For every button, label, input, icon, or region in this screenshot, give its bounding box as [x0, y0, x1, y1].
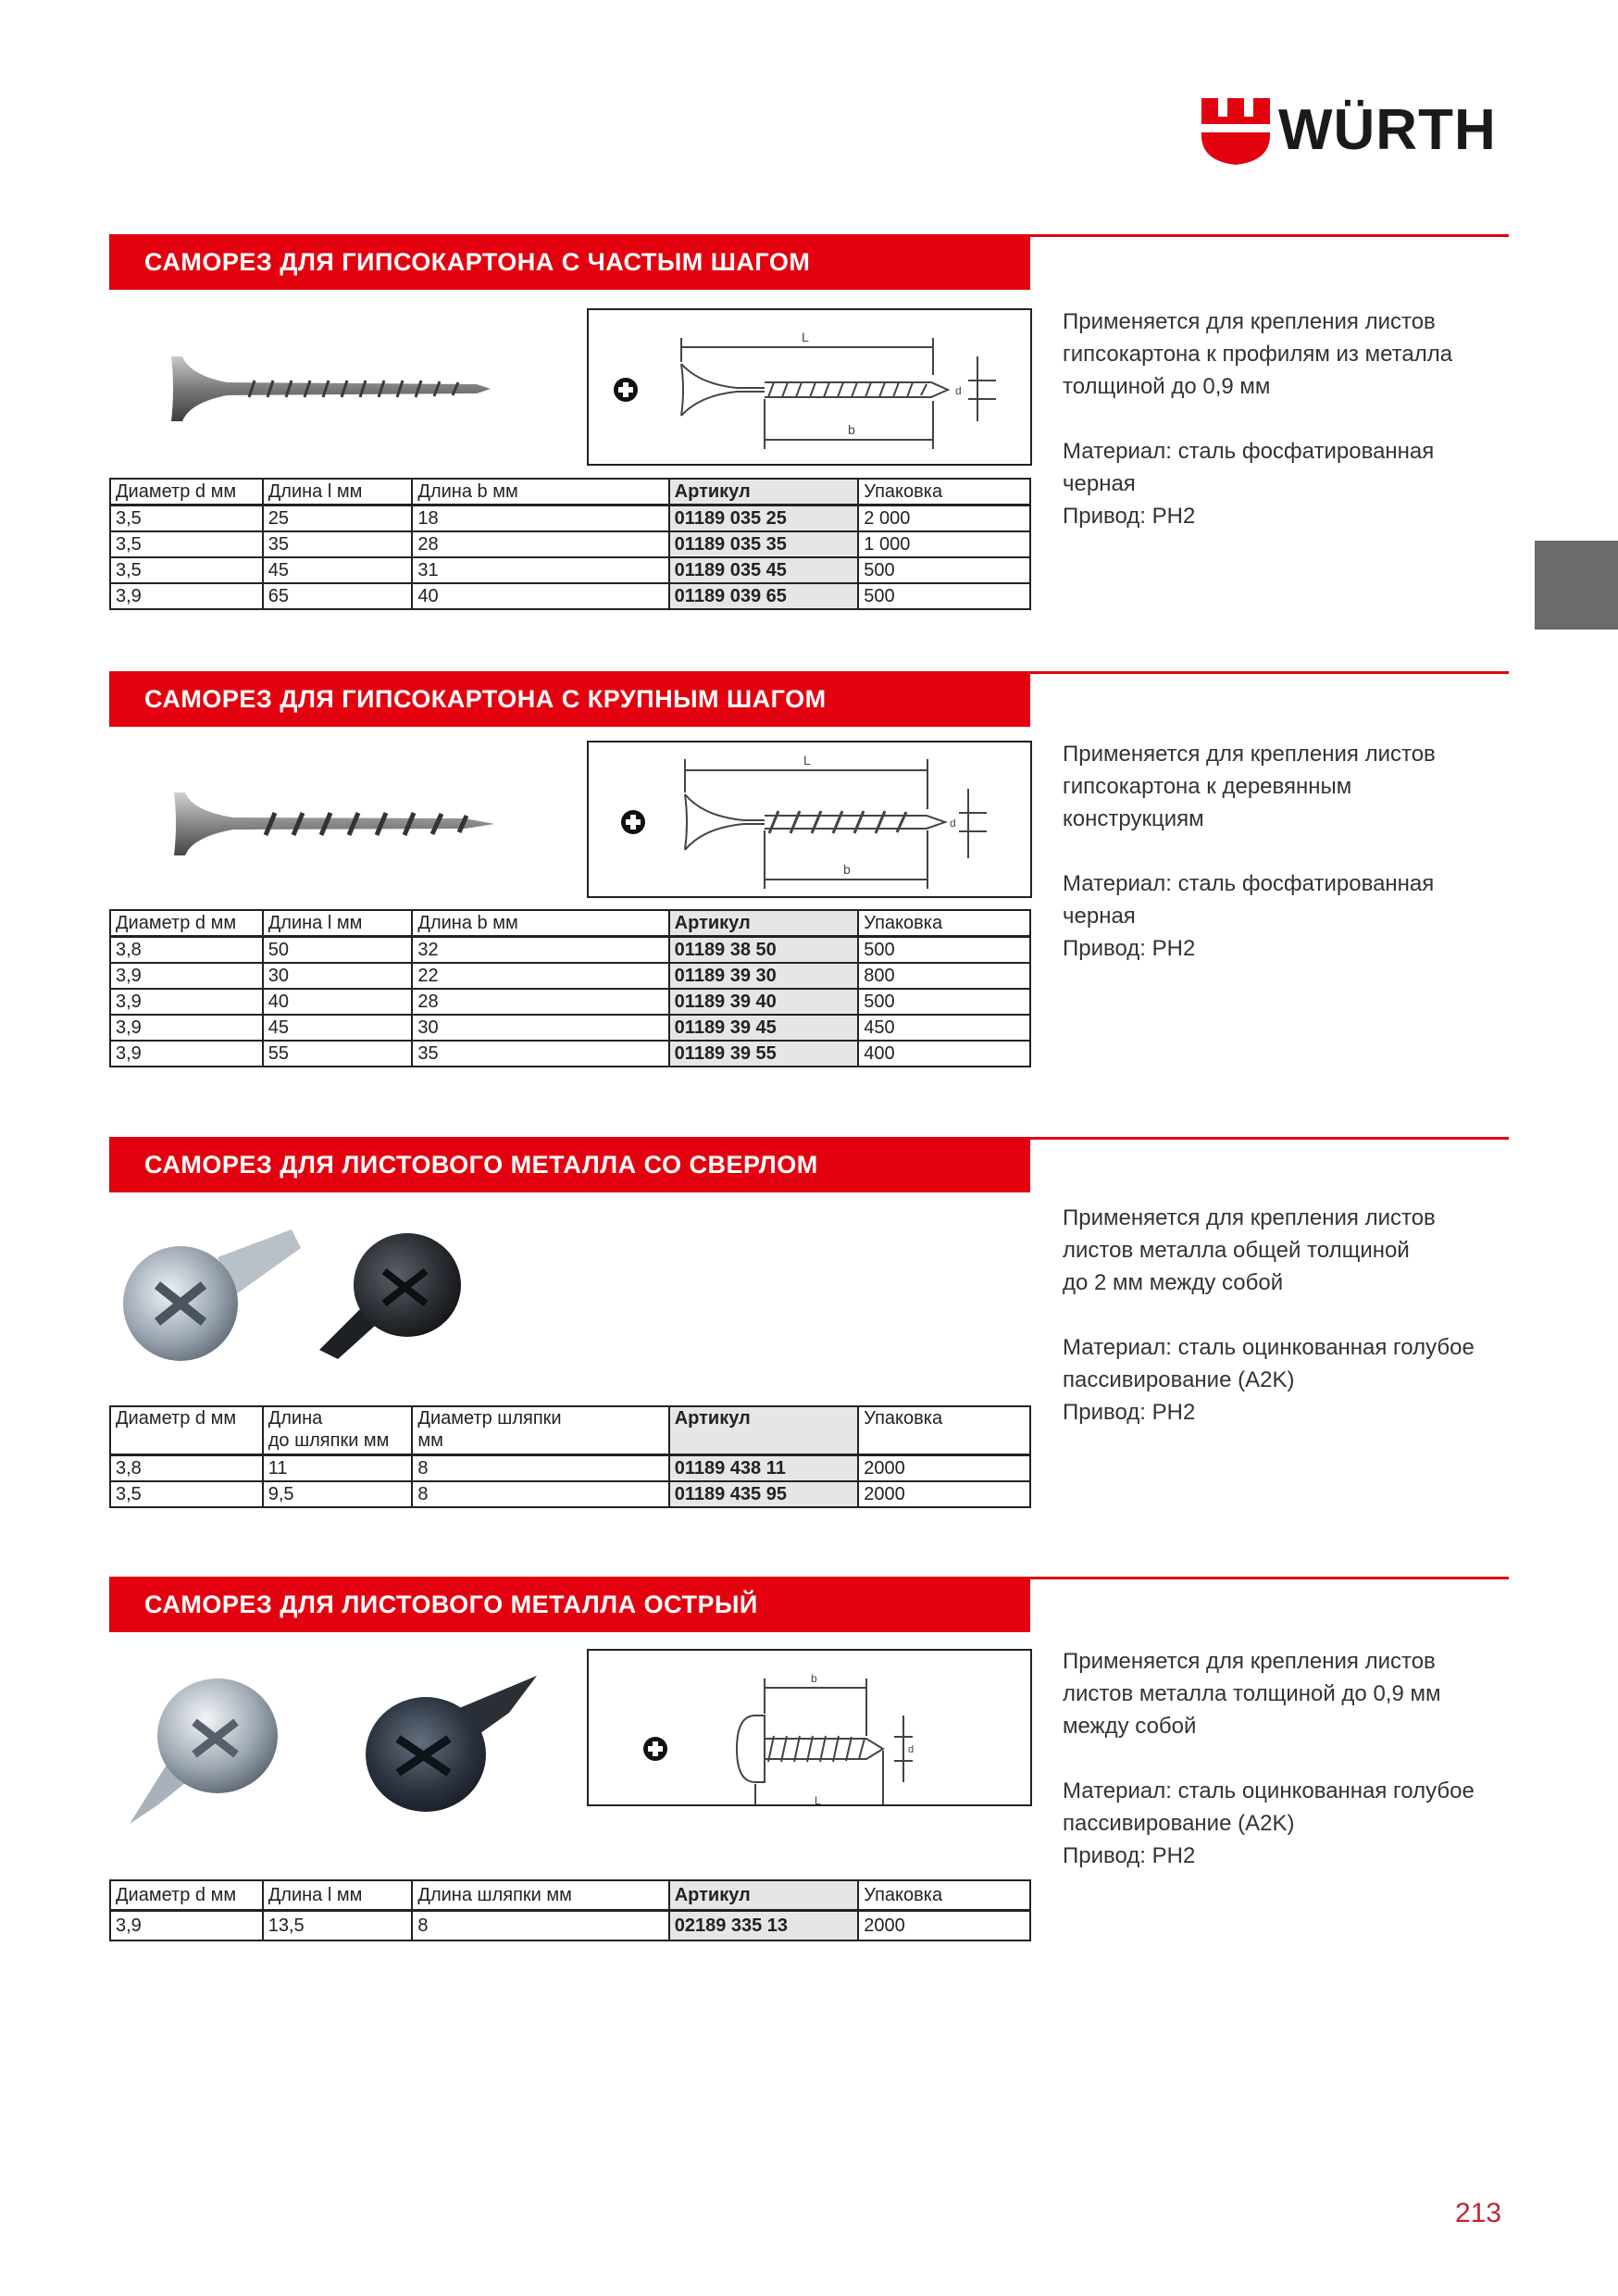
cell-length: 35	[263, 531, 413, 557]
cell-length: 25	[263, 505, 413, 532]
cell-length: 50	[263, 937, 413, 964]
cell-package: 400	[858, 1041, 1030, 1067]
material-text: Материал: сталь оцинкованная голубое пассивирование (A2K) Привод: PH2	[1063, 1778, 1475, 1868]
section-header-bar	[109, 671, 1030, 727]
drawing-label-l: L	[803, 753, 811, 767]
usage-text: Применяется для крепления листов листов металла толщиной до 0,9 мм между собой	[1063, 1649, 1441, 1739]
usage-text: Применяется для крепления листов гипсокартона к деревянным конструкциям	[1063, 742, 1436, 831]
section-title: САМОРЕЗ ДЛЯ ГИПСОКАРТОНА С КРУПНЫМ ШАГОМ	[144, 685, 827, 713]
cell-package: 500	[858, 989, 1030, 1015]
cell-length: 40	[263, 989, 413, 1015]
technical-drawing-sheet-metal-sharp	[587, 1649, 1032, 1806]
table-row	[110, 531, 1030, 557]
screw-photo-sheet-metal-sharp	[120, 1666, 555, 1833]
table-header-row	[110, 910, 1030, 937]
cell-article: 01189 035 35	[669, 531, 859, 557]
cell-length: 11	[263, 1455, 413, 1482]
table-header-row	[110, 1406, 1030, 1455]
table-row	[110, 989, 1030, 1015]
cell-article: 01189 38 50	[669, 937, 859, 964]
table-row	[110, 1481, 1030, 1507]
wurth-logo-mark	[1200, 96, 1272, 167]
section-title: САМОРЕЗ ДЛЯ ЛИСТОВОГО МЕТАЛЛА СО СВЕРЛОМ	[144, 1151, 818, 1179]
cell-length: 45	[263, 557, 413, 583]
column-header: Упаковка	[858, 1406, 1030, 1455]
cell-length-b: 35	[412, 1041, 668, 1067]
cell-length: 13,5	[263, 1911, 413, 1941]
cell-length: 55	[263, 1041, 413, 1067]
cell-length-b: 30	[412, 1015, 668, 1041]
cell-package: 2000	[858, 1911, 1030, 1941]
column-header-article: Артикул	[669, 1406, 859, 1455]
cell-length: 30	[263, 963, 413, 989]
cell-article: 01189 438 11	[669, 1455, 859, 1482]
table-row	[110, 505, 1030, 532]
drawing-label-d: d	[955, 384, 962, 397]
cell-article: 01189 39 40	[669, 989, 859, 1015]
column-header: Диаметр шляпки мм	[412, 1406, 668, 1455]
drawing-label-b: b	[843, 862, 851, 877]
cell-diameter: 3,8	[110, 937, 263, 964]
cell-diameter: 3,8	[110, 1455, 263, 1482]
cell-article: 01189 39 45	[669, 1015, 859, 1041]
column-header-article: Артикул	[669, 1880, 859, 1911]
column-header: Длина l мм	[263, 910, 413, 937]
table-row	[110, 937, 1030, 964]
usage-text: Применяется для крепления листов листов металла общей толщиной до 2 мм между собой	[1063, 1205, 1436, 1295]
cell-package: 800	[858, 963, 1030, 989]
table-row	[110, 1455, 1030, 1482]
section-title: САМОРЕЗ ДЛЯ ГИПСОКАРТОНА С ЧАСТЫМ ШАГОМ	[144, 248, 811, 276]
table-row	[110, 1041, 1030, 1067]
cell-length-b: 32	[412, 937, 668, 964]
material-text: Материал: сталь фосфатированная черная Привод: PH2	[1063, 439, 1435, 529]
column-header: Упаковка	[858, 1880, 1030, 1911]
cell-article: 02189 335 13	[669, 1911, 859, 1941]
cell-head-diameter: 8	[412, 1455, 668, 1482]
cell-package: 2000	[858, 1481, 1030, 1507]
drawing-label-d: d	[950, 817, 956, 830]
spec-table-drywall-coarse	[109, 909, 1031, 1067]
drawing-label-d: d	[908, 1744, 915, 1755]
screw-photo-drywall-fine	[162, 347, 504, 430]
cell-package: 1 000	[858, 531, 1030, 557]
cell-package: 450	[858, 1015, 1030, 1041]
cell-article: 01189 039 65	[669, 583, 859, 609]
cell-package: 500	[858, 583, 1030, 609]
screw-photo-sheet-metal-drill	[106, 1220, 514, 1373]
column-header: Диаметр d мм	[110, 1880, 263, 1911]
cell-length-b: 18	[412, 505, 668, 532]
column-header: Диаметр d мм	[110, 479, 263, 505]
column-header: Длина l мм	[263, 479, 413, 505]
spec-table-sheet-metal-drill	[109, 1405, 1031, 1508]
description-drywall-fine	[1063, 306, 1516, 532]
description-drywall-coarse	[1063, 738, 1516, 965]
drawing-label-b: b	[848, 422, 855, 437]
cell-package: 500	[858, 937, 1030, 964]
wurth-logo	[1200, 96, 1510, 167]
cell-length-b: 22	[412, 963, 668, 989]
cell-package: 500	[858, 557, 1030, 583]
usage-text: Применяется для крепления листов гипсокартона к профилям из металла толщиной до 0,9 мм	[1063, 309, 1453, 399]
table-row	[110, 557, 1030, 583]
phillips-drive-icon	[621, 810, 645, 834]
cell-diameter: 3,5	[110, 505, 263, 532]
material-text: Материал: сталь фосфатированная черная Привод: PH2	[1063, 871, 1435, 961]
column-header: Упаковка	[858, 479, 1030, 505]
cell-length: 9,5	[263, 1481, 413, 1507]
column-header: Упаковка	[858, 910, 1030, 937]
cell-article: 01189 39 55	[669, 1041, 859, 1067]
table-header-row	[110, 1880, 1030, 1911]
cell-head-diameter: 8	[412, 1481, 668, 1507]
cell-length-b: 31	[412, 557, 668, 583]
cell-article: 01189 435 95	[669, 1481, 859, 1507]
cell-length-b: 40	[412, 583, 668, 609]
wurth-logo-text: WÜRTH	[1278, 98, 1497, 162]
table-row	[110, 1911, 1030, 1941]
cell-length-b: 28	[412, 989, 668, 1015]
cell-article: 01189 39 30	[669, 963, 859, 989]
cell-diameter: 3,5	[110, 531, 263, 557]
description-sheet-metal-sharp	[1063, 1645, 1516, 1872]
material-text: Материал: сталь оцинкованная голубое пассивирование (A2K) Привод: PH2	[1063, 1335, 1475, 1425]
table-header-row	[110, 479, 1030, 505]
cell-article: 01189 035 45	[669, 557, 859, 583]
technical-drawing-drywall-fine	[587, 308, 1032, 466]
description-sheet-metal-drill	[1063, 1202, 1516, 1429]
technical-drawing-drywall-coarse	[587, 741, 1032, 898]
column-header-article: Артикул	[669, 479, 859, 505]
side-tab-marker	[1535, 541, 1618, 630]
drawing-label-b: b	[811, 1672, 817, 1685]
section-header-bar	[109, 1137, 1030, 1192]
cell-diameter: 3,9	[110, 1041, 263, 1067]
section-header-bar	[109, 1577, 1030, 1632]
column-header: Длина шляпки мм	[412, 1880, 668, 1911]
column-header: Длина до шляпки мм	[263, 1406, 413, 1455]
cell-diameter: 3,9	[110, 1015, 263, 1041]
column-header-article: Артикул	[669, 910, 859, 937]
section-header-bar	[109, 234, 1030, 290]
column-header: Длина l мм	[263, 1880, 413, 1911]
column-header: Диаметр d мм	[110, 1406, 263, 1455]
page-number: 213	[1455, 2198, 1502, 2228]
spec-table-drywall-fine	[109, 478, 1031, 610]
table-row	[110, 1015, 1030, 1041]
drawing-label-l: L	[815, 1794, 821, 1804]
column-header: Длина b мм	[412, 479, 668, 505]
section-title: САМОРЕЗ ДЛЯ ЛИСТОВОГО МЕТАЛЛА ОСТРЫЙ	[144, 1591, 758, 1618]
cell-diameter: 3,9	[110, 963, 263, 989]
cell-diameter: 3,9	[110, 1911, 263, 1941]
phillips-drive-icon	[614, 378, 638, 402]
drawing-label-l: L	[802, 330, 809, 344]
cell-package: 2000	[858, 1455, 1030, 1482]
cell-length: 65	[263, 583, 413, 609]
table-row	[110, 963, 1030, 989]
cell-diameter: 3,5	[110, 1481, 263, 1507]
cell-head-length: 8	[412, 1911, 668, 1941]
screw-photo-drywall-coarse	[168, 787, 502, 861]
cell-article: 01189 035 25	[669, 505, 859, 532]
table-row	[110, 583, 1030, 609]
cell-diameter: 3,9	[110, 989, 263, 1015]
column-header: Диаметр d мм	[110, 910, 263, 937]
cell-diameter: 3,5	[110, 557, 263, 583]
cell-package: 2 000	[858, 505, 1030, 532]
spec-table-sheet-metal-sharp	[109, 1879, 1031, 1941]
column-header: Длина b мм	[412, 910, 668, 937]
phillips-drive-icon	[643, 1737, 667, 1761]
cell-length-b: 28	[412, 531, 668, 557]
cell-diameter: 3,9	[110, 583, 263, 609]
cell-length: 45	[263, 1015, 413, 1041]
